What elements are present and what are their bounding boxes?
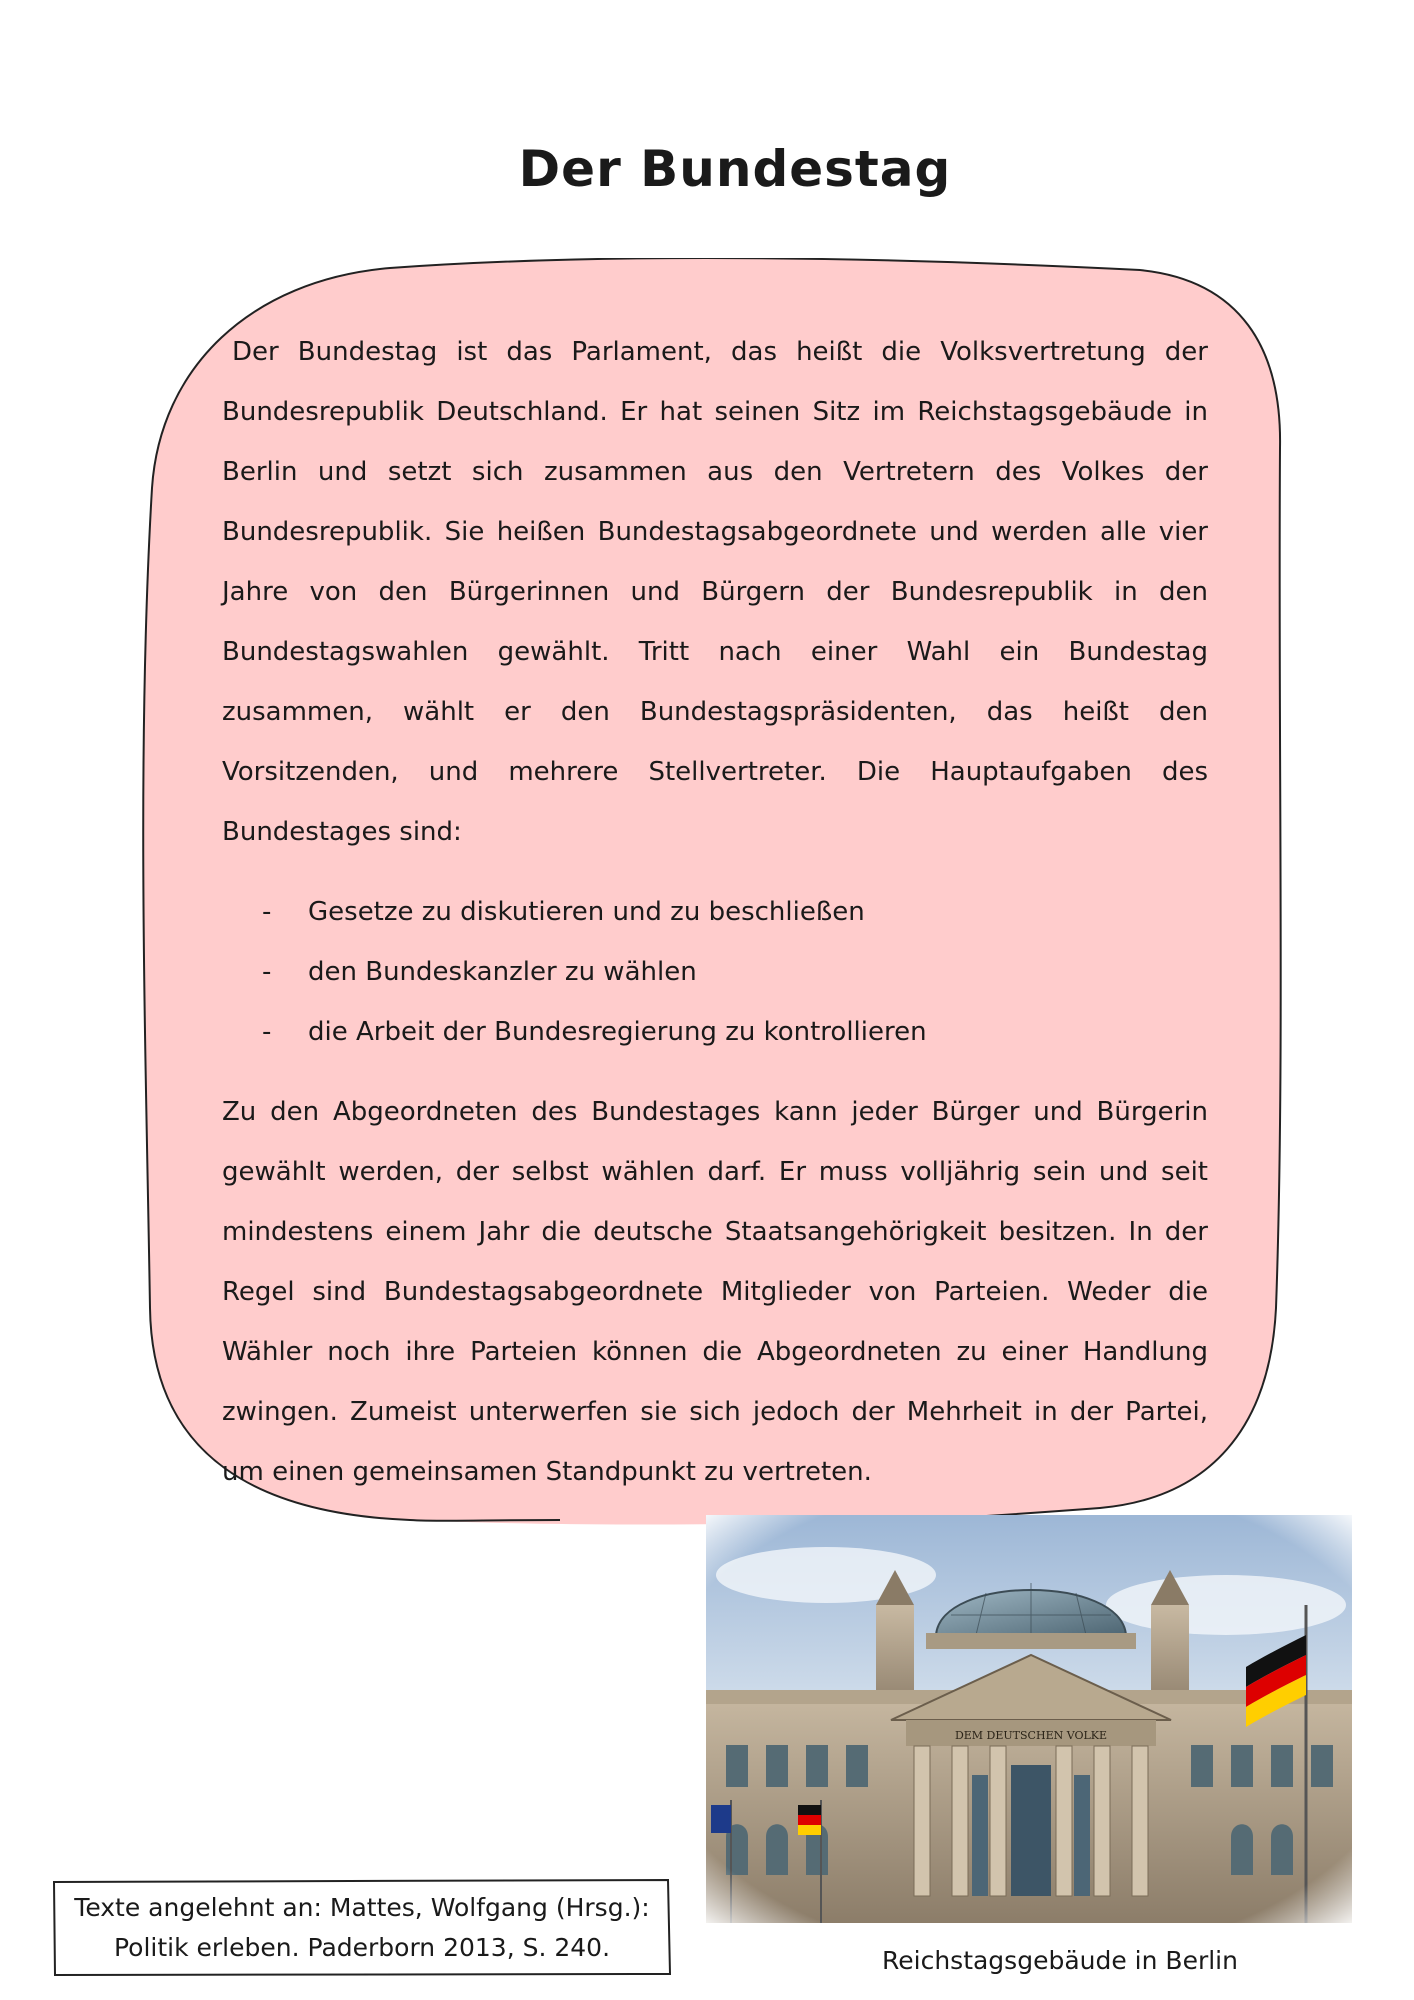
bullet-dash: - [262,1017,272,1047]
list-item [222,1002,1208,1062]
bullet-dash: - [262,897,272,927]
photo-caption: Reichstagsgebäude in Berlin [882,1946,1238,1975]
intro-paragraph: Der Bundestag ist das Parlament, das heißt die Volksvertretung der Bundesrepublik Deutschland. Er hat seinen Sitz im Reichstagsgebäude in Berlin und setzt sich zusammen aus den Vertretern des Volkes der Bundesrepublik. Sie heißen Bundestagsabgeordnete und werden alle vier Jahre von den Bürgerinnen und Bürgern der Bundesrepublik in den Bundestagswahlen gewählt. Tritt nach einer Wahl ein Bundestag zusammen, wählt er den Bundestagspräsidenten, das heißt den Vorsitzenden, und mehrere Stellvertreter. Die Hauptaufgaben des Bundestages sind: [222,337,1208,847]
reichstag-photo [706,1515,1352,1923]
page-title: Der Bundestag [518,140,952,198]
list-item-text: den Bundeskanzler zu wählen [308,957,697,987]
source-citation [52,1888,672,1968]
body-text [222,322,1208,1502]
task-list [222,882,1208,1062]
list-item [222,882,1208,942]
source-line-1: Texte angelehnt an: Mattes, Wolfgang (Hrsg.): [74,1893,650,1922]
list-item-text: die Arbeit der Bundesregierung zu kontrollieren [308,1017,927,1047]
list-item-text: Gesetze zu diskutieren und zu beschließen [308,897,865,927]
second-paragraph: Zu den Abgeordneten des Bundestages kann jeder Bürger und Bürgerin gewählt werden, der selbst wählen darf. Er muss volljährig sein und seit mindestens einem Jahr die deutsche Staatsangehörigkeit besitzen. In der Regel sind Bundestagsabgeordnete Mitglieder von Parteien. Weder die Wähler noch ihre Parteien können die Abgeordneten zu einer Handlung zwingen. Zumeist unterwerfen sie sich jedoch der Mehrheit in der Partei, um einen gemeinsamen Standpunkt zu vertreten. [222,1097,1208,1487]
list-item [222,942,1208,1002]
source-line-2: Politik erleben. Paderborn 2013, S. 240. [113,1933,611,1962]
bullet-dash: - [262,957,272,987]
